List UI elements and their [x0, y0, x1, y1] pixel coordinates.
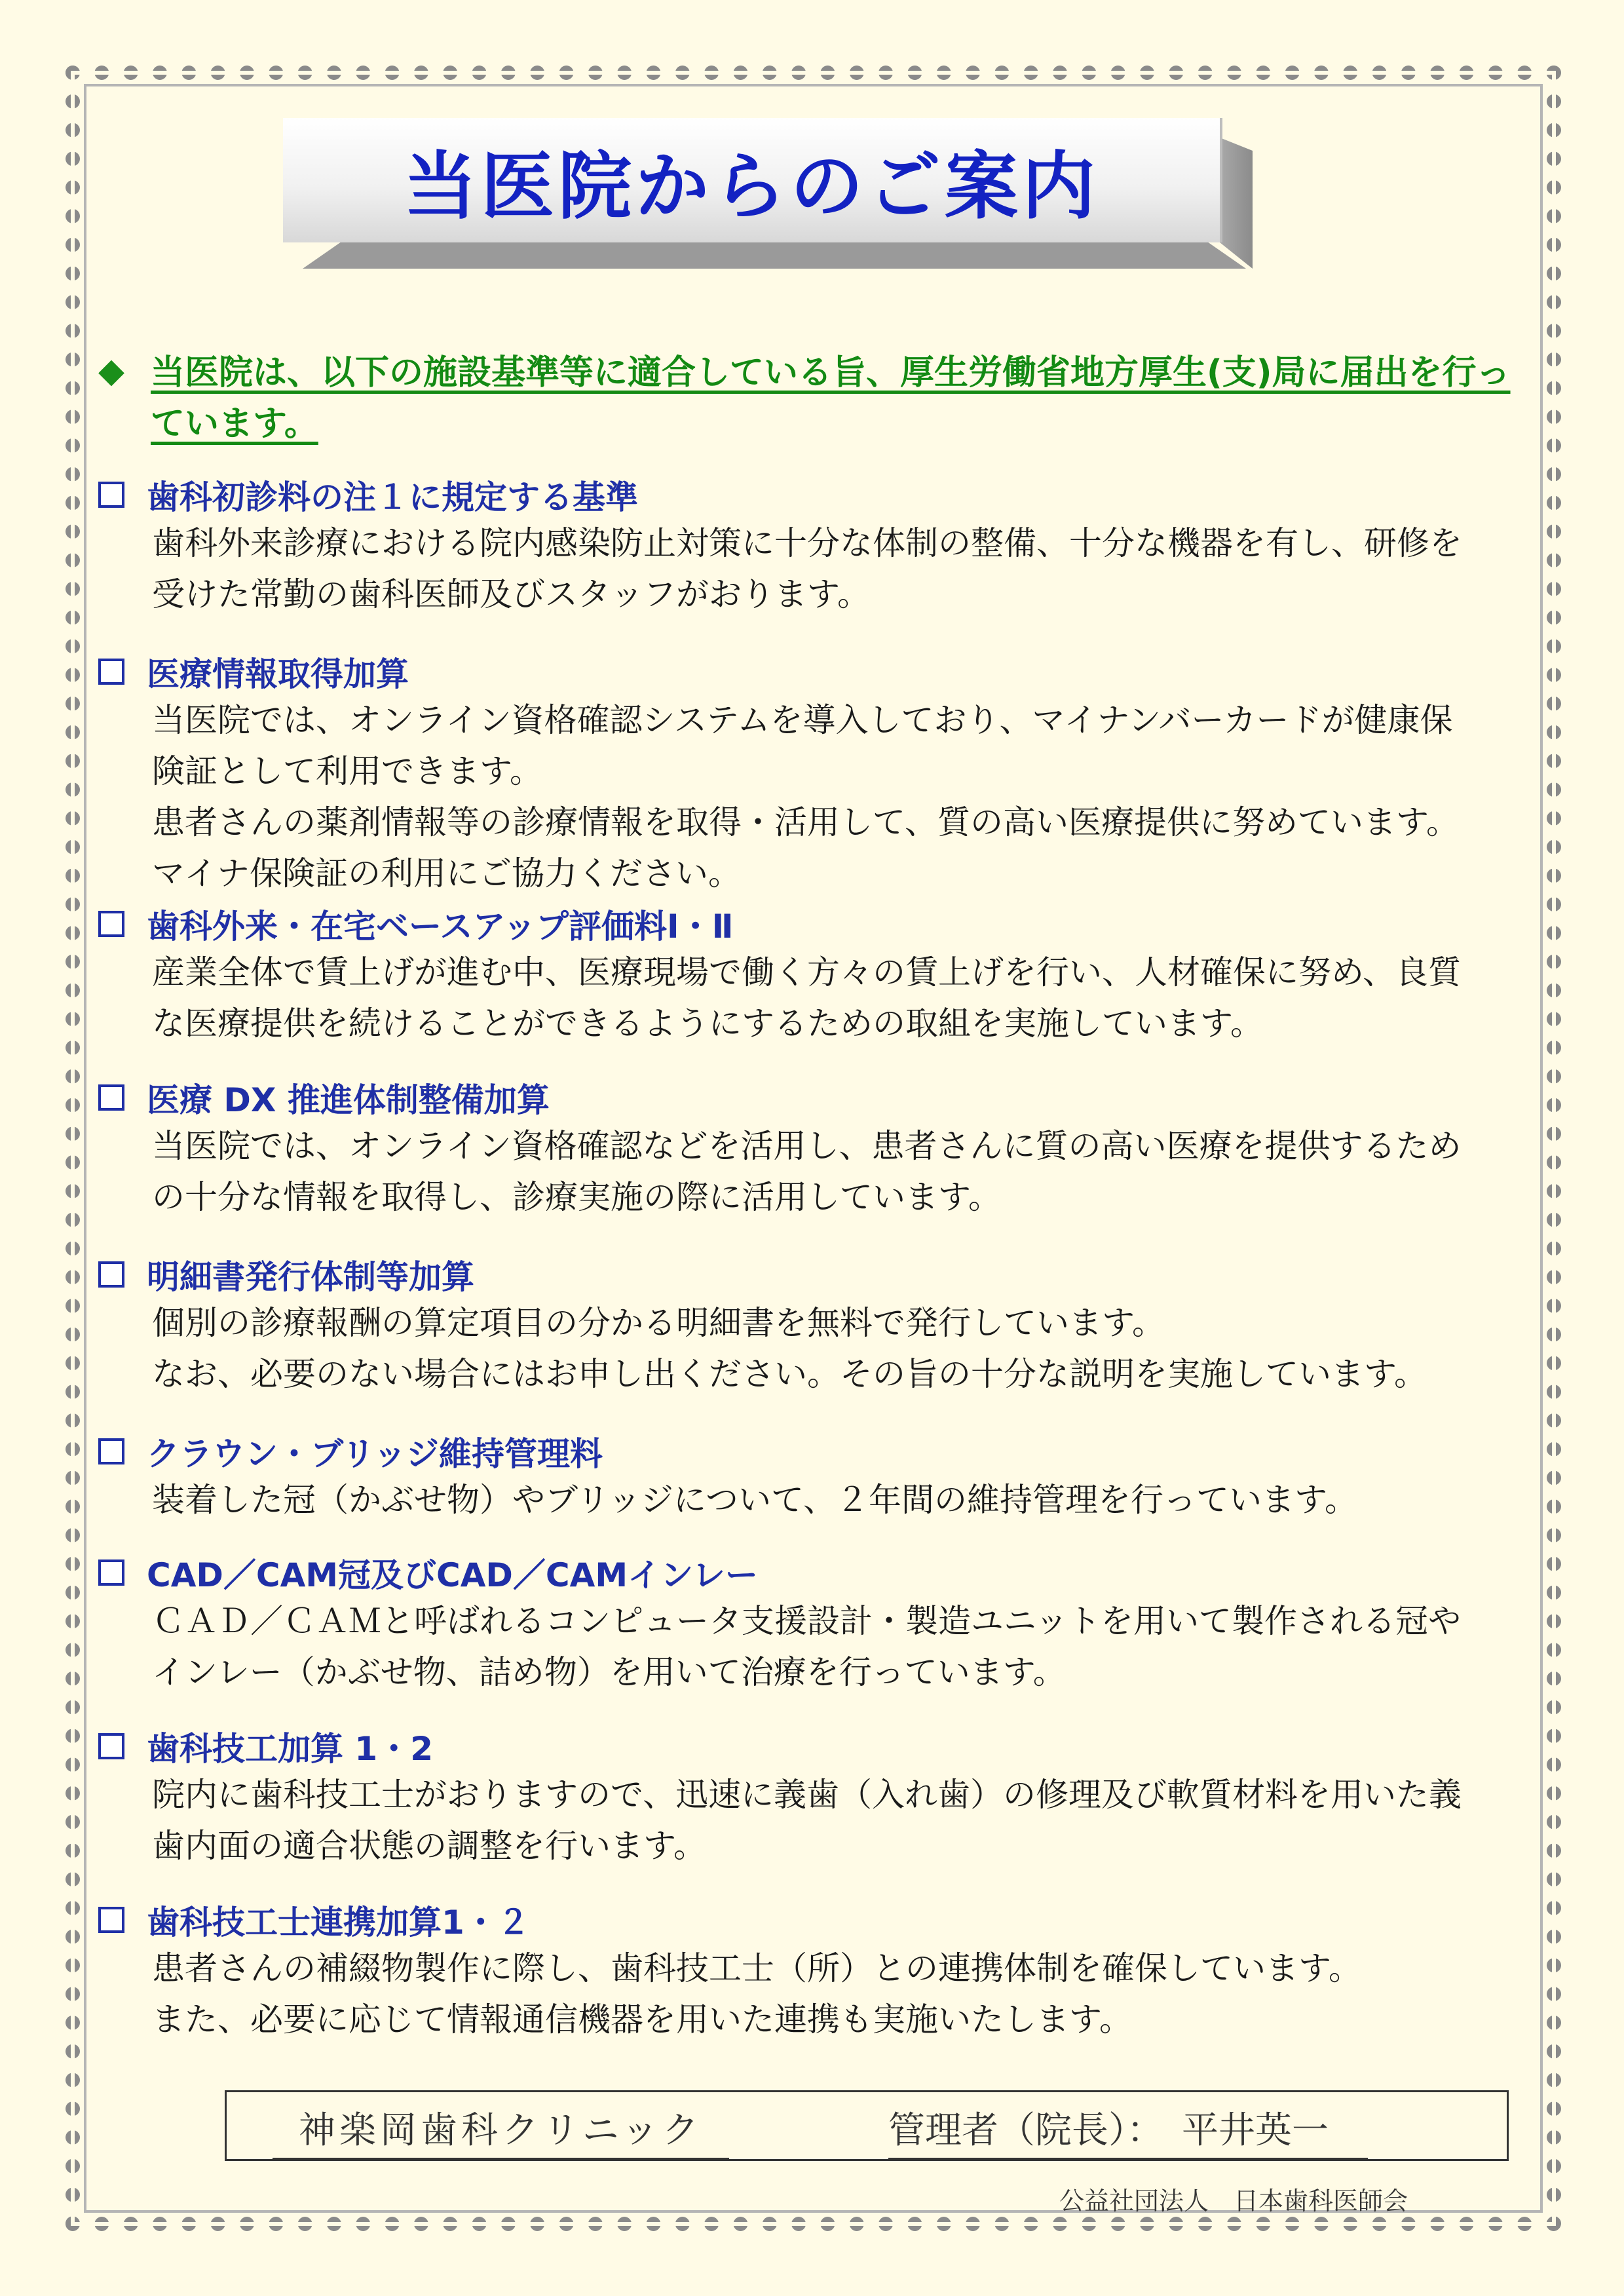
- checkbox-icon: [98, 1084, 124, 1111]
- page-title: 当医院からのご案内: [404, 144, 1099, 229]
- section-heading: 歯科初診料の注１に規定する基準: [147, 478, 638, 516]
- footer-credit: 公益社団法人 日本歯科医師会: [1059, 2187, 1408, 2215]
- clinic-name: 神楽岡歯科クリニック: [273, 2101, 729, 2160]
- section-line: 受けた常勤の歯科医師及びスタッフがおります。: [152, 575, 870, 613]
- section-medical-info-acquisition: [98, 649, 1539, 899]
- intro-notice: [98, 347, 1526, 450]
- checkbox-icon: [98, 1559, 124, 1586]
- section-heading: クラウン・ブリッジ維持管理料: [147, 1435, 603, 1473]
- notice-line: 当医院は、以下の施設基準等に適合している旨、厚生労働省地方厚生(支)局に届出を行っ: [151, 353, 1511, 392]
- section-line: インレー（かぶせ物、詰め物）を用いて治療を行っています。: [152, 1653, 1066, 1691]
- checkbox-icon: [98, 482, 124, 508]
- section-line: 当医院では、オンライン資格確認システムを導入しており、マイナンバーカードが健康保: [152, 701, 1453, 739]
- checkbox-icon: [98, 1261, 124, 1288]
- section-line: 患者さんの補綴物製作に際し、歯科技工士（所）との連携体制を確保しています。: [152, 1949, 1361, 1987]
- section-heading: 医療 DX 推進体制整備加算: [147, 1081, 550, 1119]
- section-line: マイナ保険証の利用にご協力ください。: [152, 854, 741, 892]
- section-heading: 歯科技工加算 1・2: [147, 1730, 433, 1768]
- section-statement-issuance: [98, 1252, 1539, 1400]
- section-line: 個別の診療報酬の算定項目の分かる明細書を無料で発行しています。: [152, 1304, 1165, 1342]
- checkbox-icon: [98, 659, 124, 685]
- section-line: の十分な情報を取得し、診療実施の際に活用しています。: [152, 1178, 1001, 1216]
- section-cad-cam: [98, 1550, 1539, 1698]
- manager-name: 管理者（院長）： 平井英一: [888, 2101, 1368, 2160]
- section-base-up-evaluation: [98, 901, 1539, 1049]
- checkbox-icon: [98, 911, 124, 937]
- section-line: 患者さんの薬剤情報等の診療情報を取得・活用して、質の高い医療提供に努めています。: [152, 803, 1459, 841]
- title-plaque: [283, 118, 1253, 282]
- title-plaque-face: [283, 118, 1222, 242]
- section-dental-technician-addition: [98, 1723, 1539, 1871]
- notice-line: ています。: [151, 404, 318, 444]
- section-line: 当医院では、オンライン資格確認などを活用し、患者さんに質の高い医療を提供するため: [152, 1127, 1462, 1165]
- section-line: 装着した冠（かぶせ物）やブリッジについて、２年間の維持管理を行っています。: [152, 1481, 1357, 1519]
- section-line: また、必要に応じて情報通信機器を用いた連携も実施いたします。: [152, 2000, 1132, 2038]
- checkbox-icon: [98, 1733, 124, 1759]
- section-line: なお、必要のない場合にはお申し出ください。その旨の十分な説明を実施しています。: [152, 1355, 1427, 1393]
- section-line: 歯内面の適合状態の調整を行います。: [152, 1827, 706, 1865]
- section-heading: 明細書発行体制等加算: [147, 1258, 474, 1296]
- signature-box: [225, 2090, 1509, 2161]
- section-line: な医療提供を続けることができるようにするための取組を実施しています。: [152, 1004, 1263, 1043]
- section-line: ＣＡＤ／ＣＡＭと呼ばれるコンピュータ支援設計・製造ユニットを用いて製作される冠や: [152, 1602, 1461, 1640]
- section-line: 院内に歯科技工士がおりますので、迅速に義歯（入れ歯）の修理及び軟質材料を用いた義: [152, 1776, 1462, 1814]
- section-heading: 医療情報取得加算: [147, 655, 409, 693]
- diamond-bullet-icon: ◆: [98, 351, 124, 391]
- checkbox-icon: [98, 1907, 124, 1933]
- checkbox-icon: [98, 1438, 124, 1464]
- section-heading: CAD／CAM冠及びCAD／CAMインレー: [147, 1556, 758, 1594]
- section-technician-collaboration: [98, 1897, 1539, 2045]
- section-line: 産業全体で賃上げが進む中、医療現場で働く方々の賃上げを行い、人材確保に努め、良質: [152, 953, 1461, 991]
- section-heading: 歯科外来・在宅ベースアップ評価料Ⅰ・Ⅱ: [147, 908, 734, 946]
- section-medical-dx: [98, 1075, 1539, 1223]
- section-heading: 歯科技工士連携加算1・２: [147, 1904, 530, 1942]
- notice-text: [151, 347, 1526, 450]
- section-line: 険証として利用できます。: [152, 752, 542, 790]
- section-initial-visit-standard: [98, 472, 1539, 620]
- section-crown-bridge: [98, 1428, 1539, 1525]
- section-line: 歯科外来診療における院内感染防止対策に十分な体制の整備、十分な機器を有し、研修を: [152, 524, 1462, 562]
- title-plaque-side: [1220, 138, 1253, 269]
